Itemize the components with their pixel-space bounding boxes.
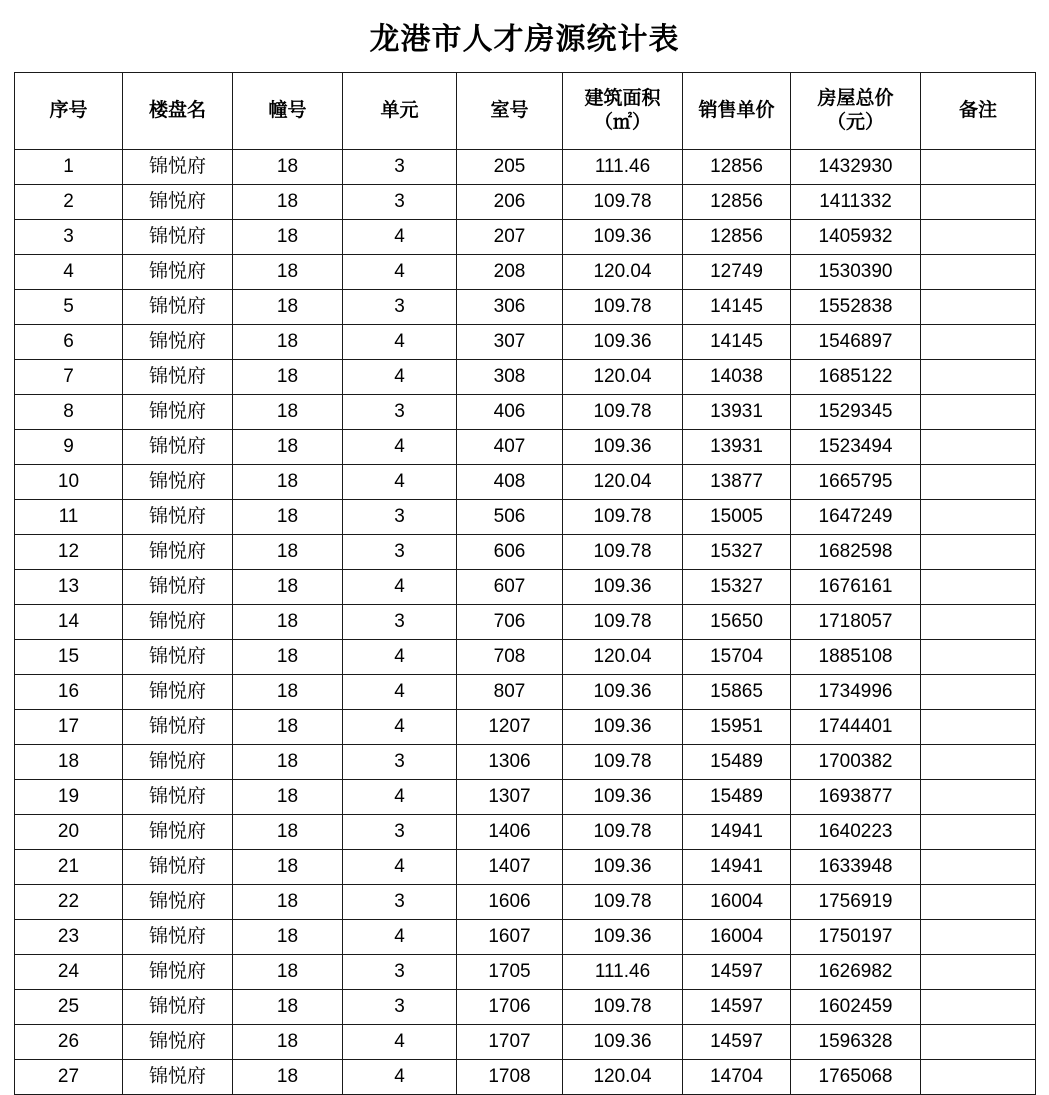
- cell-index: 21: [15, 850, 123, 885]
- cell-room: 1708: [457, 1060, 563, 1095]
- column-header-estate: 楼盘名: [123, 73, 233, 150]
- table-row: [15, 465, 1036, 500]
- cell-unit: 3: [343, 885, 457, 920]
- cell-estate: 锦悦府: [123, 290, 233, 325]
- cell-total-price: 1633948: [791, 850, 921, 885]
- cell-estate: 锦悦府: [123, 955, 233, 990]
- cell-unit: 4: [343, 220, 457, 255]
- cell-total-price: 1700382: [791, 745, 921, 780]
- cell-unit-price: 16004: [683, 885, 791, 920]
- cell-area: 109.78: [563, 815, 683, 850]
- cell-estate: 锦悦府: [123, 815, 233, 850]
- cell-unit-price: 14941: [683, 850, 791, 885]
- cell-unit-price: 15704: [683, 640, 791, 675]
- cell-remark: [921, 885, 1036, 920]
- table-row: [15, 220, 1036, 255]
- cell-room: 1306: [457, 745, 563, 780]
- table-row: [15, 710, 1036, 745]
- cell-room: 1606: [457, 885, 563, 920]
- cell-index: 26: [15, 1025, 123, 1060]
- cell-building: 18: [233, 920, 343, 955]
- table-header-row: [15, 73, 1036, 150]
- cell-total-price: 1647249: [791, 500, 921, 535]
- housing-statistics-table: [14, 72, 1036, 1095]
- cell-index: 10: [15, 465, 123, 500]
- table-row: [15, 150, 1036, 185]
- cell-area: 109.36: [563, 780, 683, 815]
- cell-index: 9: [15, 430, 123, 465]
- cell-unit: 3: [343, 395, 457, 430]
- cell-unit-price: 14597: [683, 1025, 791, 1060]
- cell-total-price: 1546897: [791, 325, 921, 360]
- cell-unit-price: 12856: [683, 150, 791, 185]
- cell-building: 18: [233, 290, 343, 325]
- cell-unit: 3: [343, 745, 457, 780]
- cell-remark: [921, 675, 1036, 710]
- cell-total-price: 1685122: [791, 360, 921, 395]
- cell-estate: 锦悦府: [123, 605, 233, 640]
- cell-unit: 4: [343, 1025, 457, 1060]
- cell-unit-price: 14704: [683, 1060, 791, 1095]
- cell-total-price: 1765068: [791, 1060, 921, 1095]
- cell-estate: 锦悦府: [123, 570, 233, 605]
- cell-estate: 锦悦府: [123, 640, 233, 675]
- cell-area: 109.78: [563, 885, 683, 920]
- cell-unit: 3: [343, 605, 457, 640]
- cell-total-price: 1602459: [791, 990, 921, 1025]
- cell-building: 18: [233, 360, 343, 395]
- cell-index: 19: [15, 780, 123, 815]
- cell-area: 109.36: [563, 710, 683, 745]
- cell-unit: 3: [343, 500, 457, 535]
- cell-building: 18: [233, 780, 343, 815]
- cell-total-price: 1744401: [791, 710, 921, 745]
- cell-unit: 4: [343, 1060, 457, 1095]
- table-row: [15, 255, 1036, 290]
- cell-building: 18: [233, 465, 343, 500]
- cell-remark: [921, 430, 1036, 465]
- cell-area: 111.46: [563, 150, 683, 185]
- column-header-unit: 单元: [343, 73, 457, 150]
- cell-unit-price: 13877: [683, 465, 791, 500]
- cell-building: 18: [233, 710, 343, 745]
- cell-unit-price: 12856: [683, 185, 791, 220]
- cell-total-price: 1411332: [791, 185, 921, 220]
- cell-area: 109.36: [563, 920, 683, 955]
- cell-remark: [921, 325, 1036, 360]
- column-header-unit-price: 销售单价: [683, 73, 791, 150]
- cell-room: 306: [457, 290, 563, 325]
- cell-room: 307: [457, 325, 563, 360]
- cell-unit-price: 13931: [683, 430, 791, 465]
- cell-remark: [921, 1060, 1036, 1095]
- cell-room: 1307: [457, 780, 563, 815]
- cell-unit-price: 12749: [683, 255, 791, 290]
- cell-room: 1207: [457, 710, 563, 745]
- table-body: [15, 150, 1036, 1095]
- cell-unit: 3: [343, 815, 457, 850]
- cell-area: 120.04: [563, 465, 683, 500]
- cell-area: 109.78: [563, 535, 683, 570]
- cell-unit: 4: [343, 360, 457, 395]
- cell-estate: 锦悦府: [123, 710, 233, 745]
- cell-index: 5: [15, 290, 123, 325]
- cell-remark: [921, 640, 1036, 675]
- cell-room: 607: [457, 570, 563, 605]
- table-row: [15, 745, 1036, 780]
- cell-unit-price: 15489: [683, 780, 791, 815]
- cell-total-price: 1693877: [791, 780, 921, 815]
- table-row: [15, 850, 1036, 885]
- cell-building: 18: [233, 150, 343, 185]
- cell-room: 708: [457, 640, 563, 675]
- cell-area: 111.46: [563, 955, 683, 990]
- cell-area: 109.78: [563, 185, 683, 220]
- cell-building: 18: [233, 255, 343, 290]
- cell-unit-price: 15327: [683, 570, 791, 605]
- cell-room: 606: [457, 535, 563, 570]
- cell-index: 11: [15, 500, 123, 535]
- cell-building: 18: [233, 885, 343, 920]
- cell-remark: [921, 185, 1036, 220]
- table-row: [15, 325, 1036, 360]
- cell-total-price: 1640223: [791, 815, 921, 850]
- table-row: [15, 535, 1036, 570]
- cell-remark: [921, 220, 1036, 255]
- cell-estate: 锦悦府: [123, 220, 233, 255]
- cell-building: 18: [233, 675, 343, 710]
- cell-remark: [921, 605, 1036, 640]
- cell-room: 406: [457, 395, 563, 430]
- cell-area: 109.36: [563, 850, 683, 885]
- cell-unit: 3: [343, 185, 457, 220]
- column-header-building: 幢号: [233, 73, 343, 150]
- cell-index: 25: [15, 990, 123, 1025]
- cell-building: 18: [233, 325, 343, 360]
- column-header-room: 室号: [457, 73, 563, 150]
- cell-estate: 锦悦府: [123, 430, 233, 465]
- table-row: [15, 570, 1036, 605]
- cell-index: 13: [15, 570, 123, 605]
- cell-unit: 3: [343, 150, 457, 185]
- table-row: [15, 605, 1036, 640]
- cell-estate: 锦悦府: [123, 780, 233, 815]
- cell-index: 22: [15, 885, 123, 920]
- cell-remark: [921, 255, 1036, 290]
- cell-unit-price: 14597: [683, 990, 791, 1025]
- cell-building: 18: [233, 500, 343, 535]
- cell-total-price: 1432930: [791, 150, 921, 185]
- cell-estate: 锦悦府: [123, 185, 233, 220]
- cell-remark: [921, 465, 1036, 500]
- cell-estate: 锦悦府: [123, 745, 233, 780]
- cell-remark: [921, 745, 1036, 780]
- cell-room: 1406: [457, 815, 563, 850]
- cell-unit: 3: [343, 290, 457, 325]
- cell-index: 4: [15, 255, 123, 290]
- cell-unit-price: 15489: [683, 745, 791, 780]
- cell-unit: 3: [343, 955, 457, 990]
- cell-index: 1: [15, 150, 123, 185]
- cell-unit-price: 15005: [683, 500, 791, 535]
- cell-index: 16: [15, 675, 123, 710]
- cell-total-price: 1676161: [791, 570, 921, 605]
- cell-remark: [921, 990, 1036, 1025]
- cell-unit: 4: [343, 710, 457, 745]
- cell-area: 120.04: [563, 255, 683, 290]
- cell-estate: 锦悦府: [123, 675, 233, 710]
- cell-index: 14: [15, 605, 123, 640]
- cell-room: 1607: [457, 920, 563, 955]
- cell-unit: 4: [343, 570, 457, 605]
- cell-unit-price: 14145: [683, 325, 791, 360]
- cell-unit-price: 16004: [683, 920, 791, 955]
- cell-building: 18: [233, 430, 343, 465]
- cell-index: 27: [15, 1060, 123, 1095]
- cell-building: 18: [233, 815, 343, 850]
- cell-unit: 4: [343, 430, 457, 465]
- table-row: [15, 185, 1036, 220]
- cell-remark: [921, 1025, 1036, 1060]
- cell-area: 109.36: [563, 675, 683, 710]
- cell-estate: 锦悦府: [123, 1025, 233, 1060]
- table-row: [15, 1025, 1036, 1060]
- cell-index: 7: [15, 360, 123, 395]
- cell-index: 18: [15, 745, 123, 780]
- cell-unit: 4: [343, 255, 457, 290]
- cell-estate: 锦悦府: [123, 465, 233, 500]
- cell-unit-price: 15327: [683, 535, 791, 570]
- cell-area: 109.78: [563, 990, 683, 1025]
- cell-unit-price: 15650: [683, 605, 791, 640]
- cell-room: 207: [457, 220, 563, 255]
- cell-estate: 锦悦府: [123, 395, 233, 430]
- cell-room: 506: [457, 500, 563, 535]
- column-header-index: 序号: [15, 73, 123, 150]
- cell-estate: 锦悦府: [123, 535, 233, 570]
- cell-room: 1706: [457, 990, 563, 1025]
- cell-building: 18: [233, 640, 343, 675]
- cell-index: 23: [15, 920, 123, 955]
- cell-room: 1407: [457, 850, 563, 885]
- cell-unit: 3: [343, 990, 457, 1025]
- cell-unit-price: 15865: [683, 675, 791, 710]
- cell-estate: 锦悦府: [123, 920, 233, 955]
- cell-building: 18: [233, 990, 343, 1025]
- cell-total-price: 1530390: [791, 255, 921, 290]
- cell-building: 18: [233, 605, 343, 640]
- cell-index: 20: [15, 815, 123, 850]
- cell-estate: 锦悦府: [123, 255, 233, 290]
- cell-area: 109.36: [563, 1025, 683, 1060]
- cell-unit-price: 12856: [683, 220, 791, 255]
- cell-unit: 4: [343, 850, 457, 885]
- cell-index: 6: [15, 325, 123, 360]
- cell-building: 18: [233, 1025, 343, 1060]
- cell-remark: [921, 780, 1036, 815]
- cell-total-price: 1626982: [791, 955, 921, 990]
- table-row: [15, 395, 1036, 430]
- cell-total-price: 1552838: [791, 290, 921, 325]
- cell-index: 17: [15, 710, 123, 745]
- cell-estate: 锦悦府: [123, 500, 233, 535]
- column-header-area: 建筑面积（㎡）: [563, 73, 683, 150]
- cell-room: 706: [457, 605, 563, 640]
- cell-index: 12: [15, 535, 123, 570]
- cell-unit: 4: [343, 325, 457, 360]
- cell-area: 109.36: [563, 430, 683, 465]
- cell-area: 120.04: [563, 1060, 683, 1095]
- cell-area: 109.78: [563, 605, 683, 640]
- cell-total-price: 1734996: [791, 675, 921, 710]
- cell-estate: 锦悦府: [123, 885, 233, 920]
- cell-unit: 3: [343, 535, 457, 570]
- cell-unit-price: 14597: [683, 955, 791, 990]
- cell-area: 109.36: [563, 220, 683, 255]
- cell-remark: [921, 535, 1036, 570]
- cell-index: 15: [15, 640, 123, 675]
- table-row: [15, 920, 1036, 955]
- cell-area: 109.78: [563, 290, 683, 325]
- table-row: [15, 675, 1036, 710]
- cell-unit-price: 15951: [683, 710, 791, 745]
- cell-total-price: 1596328: [791, 1025, 921, 1060]
- cell-building: 18: [233, 850, 343, 885]
- cell-remark: [921, 920, 1036, 955]
- cell-building: 18: [233, 955, 343, 990]
- cell-building: 18: [233, 395, 343, 430]
- cell-total-price: 1665795: [791, 465, 921, 500]
- cell-room: 407: [457, 430, 563, 465]
- cell-index: 2: [15, 185, 123, 220]
- cell-unit-price: 14145: [683, 290, 791, 325]
- cell-estate: 锦悦府: [123, 150, 233, 185]
- cell-room: 208: [457, 255, 563, 290]
- cell-building: 18: [233, 1060, 343, 1095]
- cell-estate: 锦悦府: [123, 850, 233, 885]
- cell-estate: 锦悦府: [123, 325, 233, 360]
- column-header-total-price: 房屋总价（元）: [791, 73, 921, 150]
- cell-remark: [921, 955, 1036, 990]
- table-row: [15, 360, 1036, 395]
- cell-total-price: 1718057: [791, 605, 921, 640]
- cell-remark: [921, 815, 1036, 850]
- table-row: [15, 640, 1036, 675]
- cell-room: 807: [457, 675, 563, 710]
- cell-total-price: 1523494: [791, 430, 921, 465]
- cell-index: 24: [15, 955, 123, 990]
- cell-unit: 4: [343, 640, 457, 675]
- cell-unit-price: 14941: [683, 815, 791, 850]
- cell-building: 18: [233, 185, 343, 220]
- table-row: [15, 990, 1036, 1025]
- cell-unit-price: 14038: [683, 360, 791, 395]
- cell-area: 120.04: [563, 640, 683, 675]
- table-row: [15, 815, 1036, 850]
- cell-remark: [921, 360, 1036, 395]
- cell-unit: 4: [343, 780, 457, 815]
- table-row: [15, 430, 1036, 465]
- cell-remark: [921, 290, 1036, 325]
- cell-area: 109.78: [563, 395, 683, 430]
- cell-total-price: 1682598: [791, 535, 921, 570]
- cell-room: 206: [457, 185, 563, 220]
- cell-total-price: 1750197: [791, 920, 921, 955]
- cell-estate: 锦悦府: [123, 990, 233, 1025]
- cell-estate: 锦悦府: [123, 360, 233, 395]
- cell-remark: [921, 395, 1036, 430]
- cell-estate: 锦悦府: [123, 1060, 233, 1095]
- table-row: [15, 1060, 1036, 1095]
- cell-room: 308: [457, 360, 563, 395]
- cell-building: 18: [233, 220, 343, 255]
- table-row: [15, 780, 1036, 815]
- cell-building: 18: [233, 535, 343, 570]
- cell-total-price: 1529345: [791, 395, 921, 430]
- cell-building: 18: [233, 570, 343, 605]
- cell-area: 109.36: [563, 325, 683, 360]
- table-row: [15, 955, 1036, 990]
- cell-unit: 4: [343, 920, 457, 955]
- cell-remark: [921, 570, 1036, 605]
- cell-total-price: 1405932: [791, 220, 921, 255]
- cell-index: 8: [15, 395, 123, 430]
- cell-room: 205: [457, 150, 563, 185]
- cell-remark: [921, 710, 1036, 745]
- cell-room: 1705: [457, 955, 563, 990]
- cell-area: 109.78: [563, 745, 683, 780]
- cell-unit: 4: [343, 465, 457, 500]
- cell-room: 1707: [457, 1025, 563, 1060]
- cell-area: 109.78: [563, 500, 683, 535]
- cell-remark: [921, 500, 1036, 535]
- cell-room: 408: [457, 465, 563, 500]
- cell-area: 109.36: [563, 570, 683, 605]
- cell-unit: 4: [343, 675, 457, 710]
- table-row: [15, 885, 1036, 920]
- cell-building: 18: [233, 745, 343, 780]
- table-row: [15, 500, 1036, 535]
- cell-remark: [921, 150, 1036, 185]
- cell-area: 120.04: [563, 360, 683, 395]
- column-header-remark: 备注: [921, 73, 1036, 150]
- cell-remark: [921, 850, 1036, 885]
- cell-total-price: 1756919: [791, 885, 921, 920]
- cell-unit-price: 13931: [683, 395, 791, 430]
- cell-total-price: 1885108: [791, 640, 921, 675]
- cell-index: 3: [15, 220, 123, 255]
- table-row: [15, 290, 1036, 325]
- page-title: 龙港市人才房源统计表: [369, 23, 680, 56]
